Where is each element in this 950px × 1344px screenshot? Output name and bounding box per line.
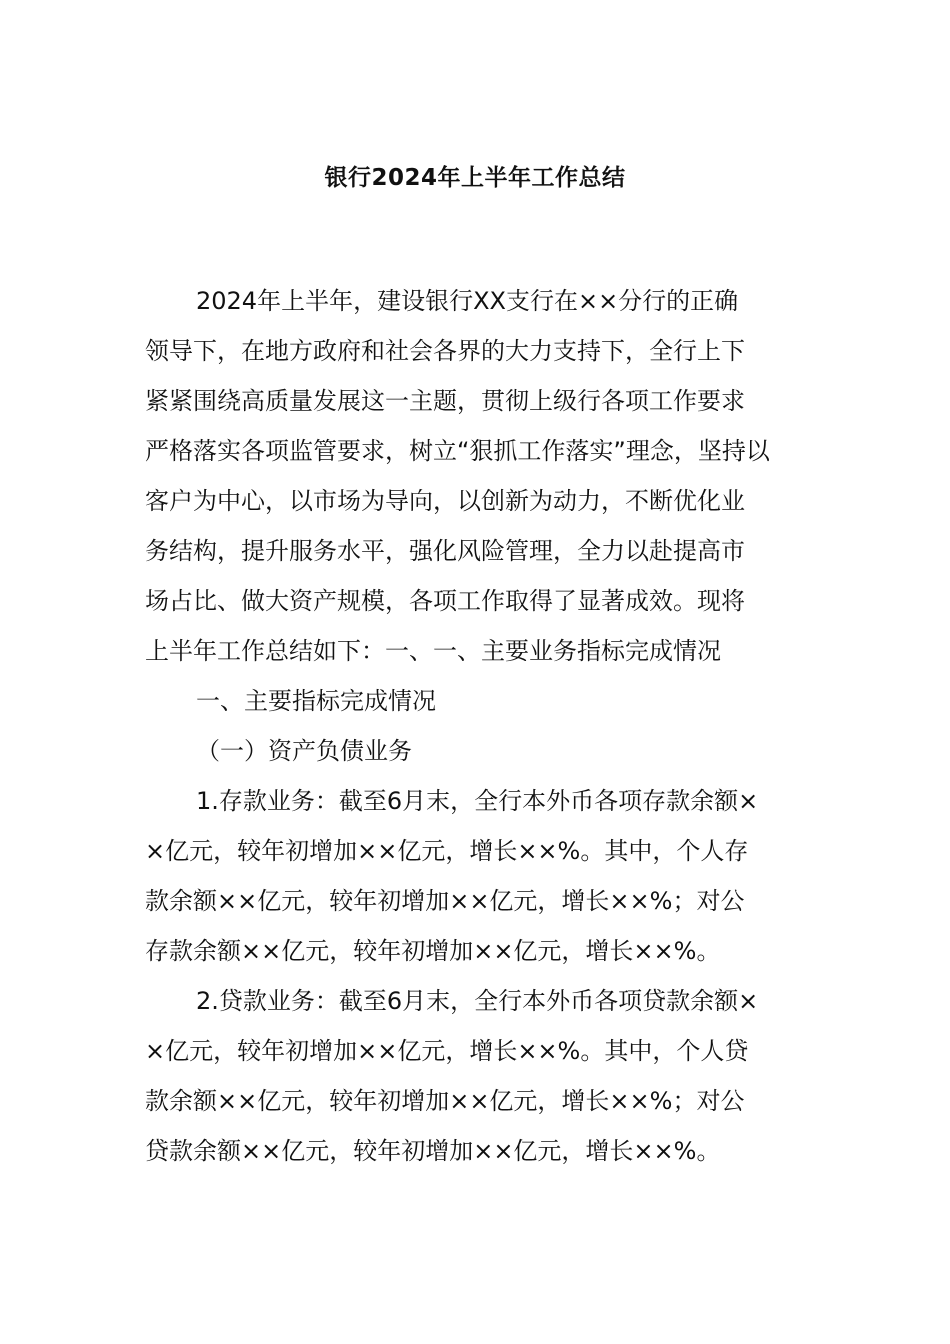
loan-line-1: 2.贷款业务：截至6月末，全行本外币各项贷款余额× (196, 987, 759, 1015)
section-heading: 一、主要指标完成情况 (196, 687, 436, 715)
subsection-heading: （一）资产负债业务 (196, 737, 412, 765)
deposit-line-3: 款余额××亿元，较年初增加××亿元，增长××%；对公 (145, 887, 745, 915)
intro-line-8: 上半年工作总结如下：一、一、主要业务指标完成情况 (145, 637, 721, 665)
intro-line-3: 紧紧围绕高质量发展这一主题，贯彻上级行各项工作要求 (145, 387, 745, 415)
intro-line-7: 场占比、做大资产规模，各项工作取得了显著成效。现将 (145, 587, 745, 615)
loan-line-4: 贷款余额××亿元，较年初增加××亿元，增长××%。 (145, 1137, 721, 1165)
deposit-line-2: ×亿元，较年初增加××亿元，增长××%。其中，个人存 (145, 837, 749, 865)
intro-line-6: 务结构，提升服务水平，强化风险管理，全力以赴提高市 (145, 537, 745, 565)
intro-line-4: 严格落实各项监管要求，树立“狠抓工作落实”理念，坚持以 (145, 437, 770, 465)
deposit-line-1: 1.存款业务：截至6月末，全行本外币各项存款余额× (196, 787, 759, 815)
intro-line-2: 领导下，在地方政府和社会各界的大力支持下，全行上下 (145, 337, 745, 365)
document-title: 银行2024年上半年工作总结 (324, 165, 626, 191)
loan-line-3: 款余额××亿元，较年初增加××亿元，增长××%；对公 (145, 1087, 745, 1115)
intro-line-1: 2024年上半年，建设银行XX支行在××分行的正确 (196, 287, 739, 315)
deposit-line-4: 存款余额××亿元，较年初增加××亿元，增长××%。 (145, 937, 721, 965)
loan-line-2: ×亿元，较年初增加××亿元，增长××%。其中，个人贷 (145, 1037, 749, 1065)
intro-line-5: 客户为中心，以市场为导向，以创新为动力，不断优化业 (145, 487, 745, 515)
